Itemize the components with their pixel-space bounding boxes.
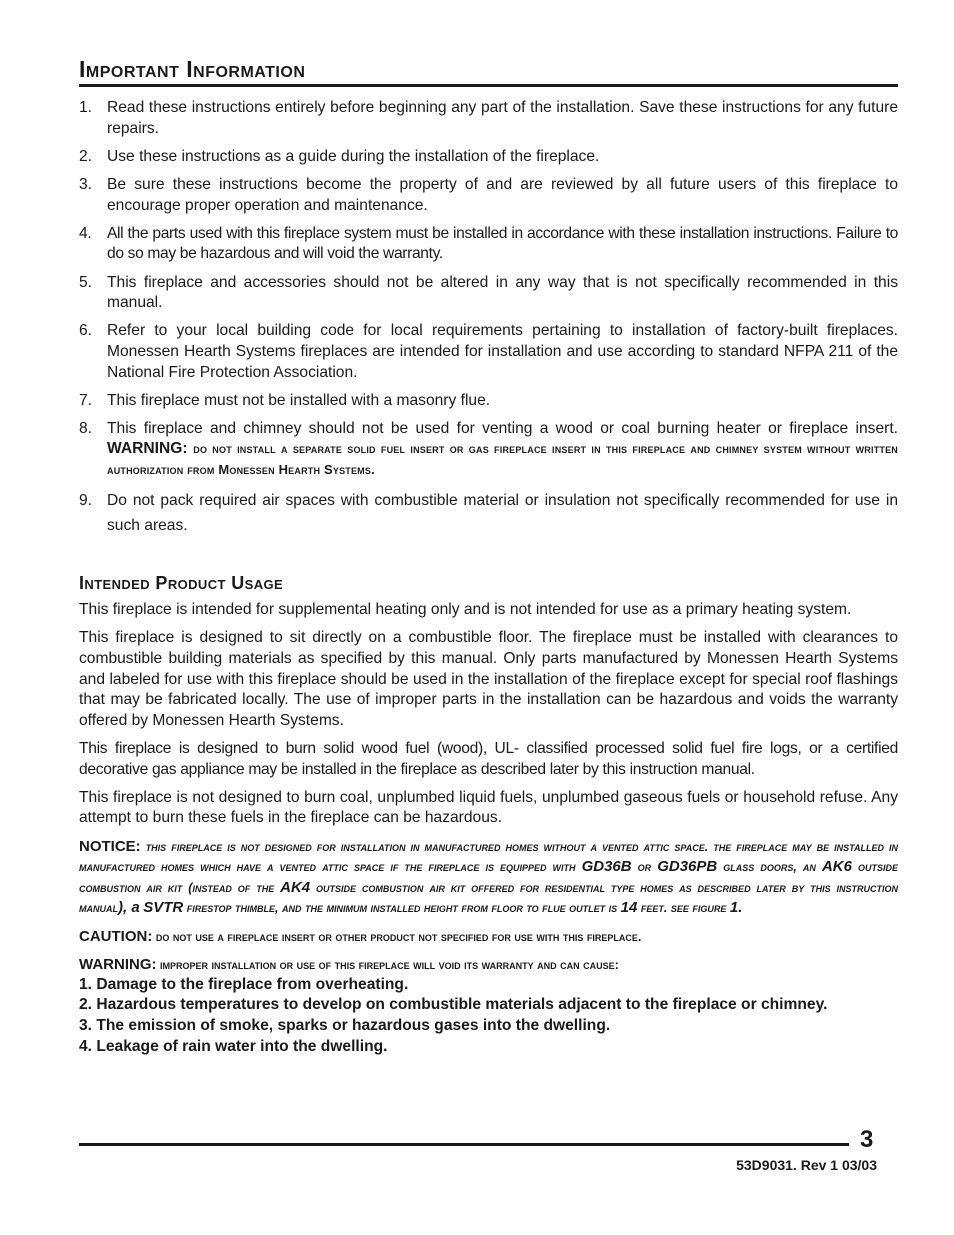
item-number: 3. <box>79 175 93 193</box>
list-item <box>79 488 898 538</box>
model-code: GD36PB <box>657 858 718 876</box>
list-item <box>79 321 898 383</box>
notice-text: outside combustion air kit offered for residential type homes as described later by this instruction manual <box>79 880 898 916</box>
warning-text: improper installation or use of this fireplace will void its warranty and can cause: <box>160 957 619 972</box>
body-paragraph: This fireplace is designed to burn solid wood fuel (wood), UL- classified processed solid fuel fire logs, or a certified decorative gas appliance may be installed in the fireplace as described later by this instruction manual. <box>79 740 898 778</box>
item-number: 5. <box>79 273 93 291</box>
caution-label: CAUTION: <box>79 927 153 945</box>
section-heading: Intended Product Usage <box>79 573 284 594</box>
caution-text: do not use a fireplace insert or other product not specified for use with this fireplace. <box>155 929 642 944</box>
list-item: 3. The emission of smoke, sparks or hazardous gases into the dwelling. <box>79 1016 611 1034</box>
notice-text: or <box>637 860 652 875</box>
item-text: This fireplace must not be installed with a masonry flue. <box>107 391 491 409</box>
model-code: AK6 <box>821 858 852 876</box>
list-item <box>79 224 898 265</box>
page-content <box>79 55 898 1057</box>
item-text: All the parts used with this fireplace system must be installed in accordance with these installation instructions. Failure to do so may be hazardous and will void the warranty. <box>107 224 898 263</box>
list-item: 2. Hazardous temperatures to develop on combustible materials adjacent to the fireplace or chimney. <box>79 996 828 1014</box>
item-number: 9. <box>79 492 93 510</box>
page-number: 3 <box>860 1126 874 1153</box>
warning-block <box>79 955 898 975</box>
height-value: 14 <box>620 899 638 917</box>
item-text: Use these instructions as a guide during the installation of the fireplace. <box>107 147 600 165</box>
list-item <box>79 98 898 139</box>
item-text: Read these instructions entirely before beginning any part of the installation. Save these instructions for any future repairs. <box>107 99 898 137</box>
page-title: Important Information <box>79 56 306 82</box>
caution-block <box>79 927 898 948</box>
item-number: 7. <box>79 391 93 409</box>
item-number: 8. <box>79 419 93 437</box>
list-item <box>79 391 898 412</box>
body-paragraph: This fireplace is intended for supplemental heating only and is not intended for use as a primary heating system. <box>79 601 852 619</box>
item-number: 4. <box>79 224 92 242</box>
notice-text: ), a <box>118 899 140 917</box>
footer-rule <box>79 1143 849 1146</box>
item-text: Be sure these instructions become the property of and are reviewed by all future users of this fireplace to encourage proper operation and maintenance. <box>107 175 898 214</box>
body-paragraph: This fireplace is designed to sit directly on a combustible floor. The fireplace must be installed with clearances to combustible building materials as specified by this manual. Only parts manufactured by Monessen Hearth Systems and labeled for use with this fireplace should be used in the installation of the fireplace except for special roof flashings that may be fabricated locally. The use of improper parts in the installation can be hazardous and voids the warranty offered by Monessen Hearth Systems. <box>79 629 898 729</box>
document-id: 53D9031. Rev 1 03/03 <box>736 1157 877 1173</box>
notice-text: outside combustion air kit (instead of the <box>79 860 899 895</box>
item-text: This fireplace and chimney should not be used for venting a wood or coal burning heater or fireplace insert. <box>107 419 898 437</box>
notice-text: feet. see figure <box>640 901 727 916</box>
item-number: 1. <box>79 99 93 116</box>
figure-ref: 1. <box>729 899 743 917</box>
warning-list <box>79 975 898 1057</box>
title-rule <box>79 84 898 87</box>
model-code: GD36B <box>581 858 632 876</box>
instruction-list <box>79 98 898 538</box>
notice-block <box>79 837 898 919</box>
body-paragraph: This fireplace is not designed to burn coal, unplumbed liquid fuels, unplumbed gaseous fuels or household refuse. Any attempt to burn these fuels in the fireplace can be hazardous. <box>79 788 898 827</box>
list-item: 1. Damage to the fireplace from overheating. <box>79 975 409 993</box>
model-code: SVTR <box>143 899 184 917</box>
item-text: Do not pack required air spaces with combustible material or insulation not specifically recommended for use in such areas. <box>107 492 898 535</box>
notice-text: this fireplace is not designed for installation in manufactured homes without a vented attic space. the fireplace may be installed in manufactured homes which have a vented attic space if the fireplace is equipped with <box>79 839 898 875</box>
list-item <box>79 419 898 481</box>
list-item <box>79 273 898 314</box>
notice-text: glass doors, an <box>723 860 816 875</box>
notice-label: NOTICE: <box>79 837 141 855</box>
list-item <box>79 175 898 216</box>
list-item <box>79 147 898 168</box>
list-item: 4. Leakage of rain water into the dwelling. <box>79 1037 388 1055</box>
notice-text: firestop thimble, and the minimum installed height from floor to flue outlet is <box>186 901 618 916</box>
warning-label: WARNING: <box>79 955 157 973</box>
warning-text: do not install a separate solid fuel insert or gas fireplace insert in this fireplace and chimney system without written authorization from Monessen Hearth Systems. <box>107 441 898 478</box>
item-text: This fireplace and accessories should not be altered in any way that is not specifically recommended in this manual. <box>107 273 898 312</box>
model-code: AK4 <box>280 878 311 896</box>
warning-label: WARNING: <box>107 440 188 458</box>
item-number: 2. <box>79 147 93 165</box>
item-text: Refer to your local building code for local requirements pertaining to installation of factory-built fireplaces. Monessen Hearth Systems fireplaces are intended for installation and use according to standard NFPA 211 of the National Fire Protection Association. <box>107 322 898 381</box>
item-number: 6. <box>79 322 93 340</box>
